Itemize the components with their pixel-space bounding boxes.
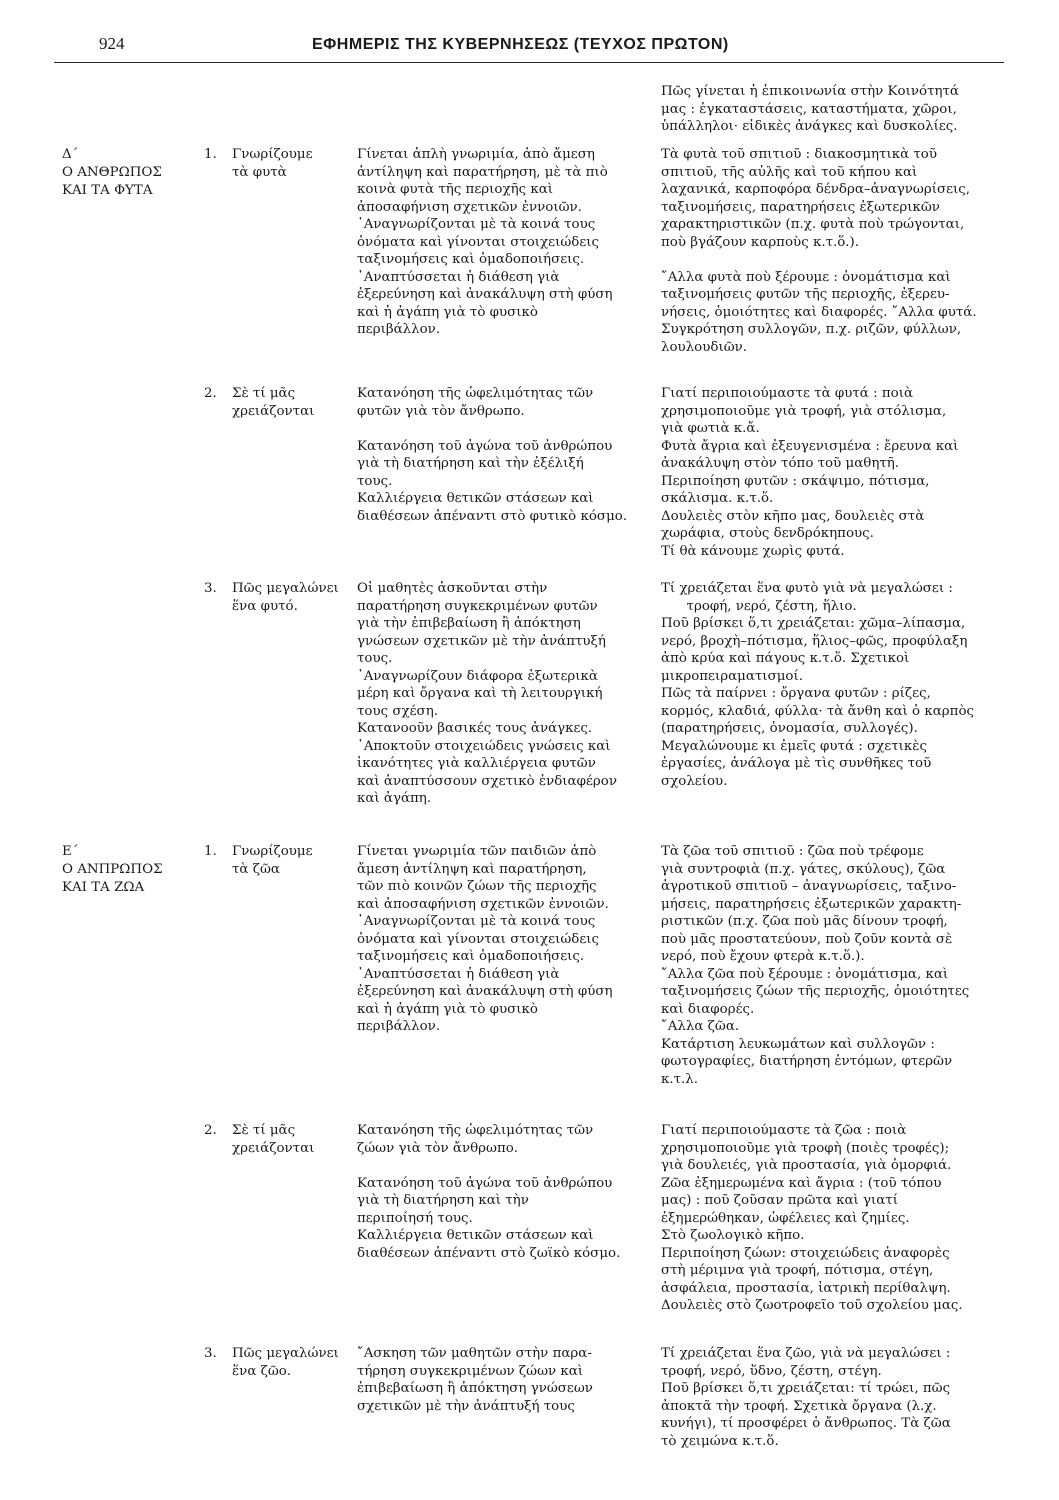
journal-title: ΕΦΗΜΕΡΙΣ ΤΗΣ ΚΥΒΕΡΝΗΣΕΩΣ (ΤΕΥΧΟΣ ΠΡΩΤΟΝ) bbox=[312, 36, 729, 53]
running-header bbox=[0, 34, 1059, 64]
intro-text: Πῶς γίνεται ἡ ἐπικοινωνία στὴν Κοινότητά μας : ἐγκαταστάσεις, καταστήματα, χῶροι, ὑπάλληλοι· εἰδικὲς ἀνάγκες καὶ δυσκολίες. bbox=[661, 84, 959, 134]
topic-objectives: Οἱ μαθητὲς ἀσκοῦνται στὴν παρατήρηση συγκεκριμένων φυτῶν γιὰ τὴν ἐπιβεβαίωση ἢ ἀπόκτηση γνώσεων σχετικῶν μὲ τὴν ἀνάπτυξή τους. ᾿Αναγνωρίζουν διάφορα ἐξωτερικὰ μέρη καὶ ὄργανα καὶ τὴ λειτουργική τους σχέση. Κατανοοῦν βασικές τους ἀνάγκες. ᾿Αποκτοῦν στοιχειώδεις γνώσεις καὶ ἱκανότητες γιὰ καλλιέργεια φυτῶν καὶ ἀναπτύσσουν σχετικὸ ἐνδιαφέρον καὶ ἀγάπη. bbox=[357, 581, 617, 806]
topic-number: 3. bbox=[204, 581, 217, 596]
topic-number: 2. bbox=[204, 386, 217, 401]
topic-title: Σὲ τί μᾶς χρειάζονται bbox=[232, 1123, 315, 1156]
topic-title: Πῶς μεγαλώνει ἕνα ζῶο. bbox=[232, 1346, 339, 1379]
topic-content: Γιατί περιποιούμαστε τὰ φυτά : ποιὰ χρησιμοποιοῦμε γιὰ τροφή, γιὰ στόλισμα, γιὰ φωτιὰ κ.ἄ. Φυτὰ ἄγρια καὶ ἐξευγενισμένα : ἔρευνα καὶ ἀνακάλυψη στὸν τόπο τοῦ μαθητῆ. Περιποίηση φυτῶν : σκάψιμο, πότισμα, σκάλισμα. κ.τ.ὅ. Δουλειὲς στὸν κῆπο μας, δουλειὲς στὰ χωράφια, στοὺς δενδρόκηπους. Τί θὰ κάνουμε χωρὶς φυτά. bbox=[661, 386, 959, 559]
topic-content: Γιατί περιποιούμαστε τὰ ζῶα : ποιὰ χρησιμοποιοῦμε γιὰ τροφὴ (ποιὲς τροφές); γιὰ δουλειές, γιὰ προστασία, γιὰ ὀμορφιά. Ζῶα ἐξημερωμένα καὶ ἄγρια : (τοῦ τόπου μας) : ποῦ ζοῦσαν πρῶτα καὶ γιατί ἐξημερώθηκαν, ὠφέλειες καὶ ζημίες. Στὸ ζωολογικὸ κῆπο. Περιποίηση ζώων: στοιχειώδεις ἀναφορὲς στὴ μέριμνα γιὰ τροφή, πότισμα, στέγη, ἀσφάλεια, προστασία, ἰατρικὴ περίθαλψη. Δουλειὲς στὸ ζωοτροφεῖο τοῦ σχολείου μας. bbox=[661, 1123, 963, 1313]
topic-title: Γνωρίζουμε τὰ φυτὰ bbox=[232, 147, 313, 180]
topic-objectives: ῎Ασκηση τῶν μαθητῶν στὴν παρα- τήρηση συγκεκριμένων ζώων καὶ ἐπιβεβαίωση ἢ ἀπόκτηση γνώσεων σχετικῶν μὲ τὴν ἀνάπτυξή τους bbox=[357, 1346, 593, 1414]
chapter-letter: Ε΄ bbox=[62, 844, 79, 859]
topic-title: Σὲ τί μᾶς χρειάζονται bbox=[232, 386, 315, 419]
topic-number: 1. bbox=[204, 147, 217, 162]
topic-content: Τὰ φυτὰ τοῦ σπιτιοῦ : διακοσμητικὰ τοῦ σπιτιοῦ, τῆς αὐλῆς καὶ τοῦ κήπου καὶ λαχανικά, καρποφόρα δένδρα–ἀναγνωρίσεις, ταξινομήσεις, παρατηρήσεις ἐξωτερικῶν χαρακτηριστικῶν (π.χ. φυτὰ ποὺ τρώγονται, ποὺ βγάζουν καρποὺς κ.τ.ὅ.). ῎Αλλα φυτὰ ποὺ ξέρουμε : ὀνομάτισμα καὶ ταξινομήσεις φυτῶν τῆς περιοχῆς, ἐξερευ- νήσεις, ὁμοιότητες καὶ διαφορές. ῎Αλλα φυτά. Συγκρότηση συλλογῶν, π.χ. ριζῶν, φύλλων, λουλουδιῶν. bbox=[661, 147, 977, 355]
header-rule bbox=[54, 62, 1004, 63]
topic-objectives: Κατανόηση τῆς ὠφελιμότητας τῶν φυτῶν γιὰ τὸν ἄνθρωπο. Κατανόηση τοῦ ἀγώνα τοῦ ἀνθρώπου γιὰ τὴ διατήρηση καὶ τὴν ἐξέλιξή τους. Καλλιέργεια θετικῶν στάσεων καὶ διαθέσεων ἀπέναντι στὸ φυτικὸ κόσμο. bbox=[357, 386, 628, 524]
page-number: 924 bbox=[99, 34, 125, 53]
topic-number: 2. bbox=[204, 1123, 217, 1138]
topic-content: Τὰ ζῶα τοῦ σπιτιοῦ : ζῶα ποὺ τρέφομε γιὰ συντροφιὰ (π.χ. γάτες, σκύλους), ζῶα ἀγροτικοῦ σπιτιοῦ – ἀναγνωρίσεις, ταξινο- μήσεις, παρατηρήσεις ἐξωτερικῶν χαρακτη- ριστικῶν (π.χ. ζῶα ποὺ μᾶς δίνουν τροφή, ποὺ μᾶς προστατεύουν, ποὺ ζοῦν κοντὰ σὲ νερό, ποὺ ἔχουν φτερὰ κ.τ.ὅ.). ῎Αλλα ζῶα ποὺ ξέρουμε : ὀνομάτισμα, καὶ ταξινομήσεις ζώων τῆς περιοχῆς, ὁμοιότητες καὶ διαφορές. ῎Αλλα ζῶα. Κατάρτιση λευκωμάτων καὶ συλλογῶν : φωτογραφίες, διατήρηση ἐντόμων, φτερῶν κ.τ.λ. bbox=[661, 844, 970, 1087]
topic-objectives: Γίνεται ἁπλὴ γνωριμία, ἀπὸ ἄμεση ἀντίληψη καὶ παρατήρηση, μὲ τὰ πιὸ κοινὰ φυτὰ τῆς περιοχῆς καὶ ἀποσαφήνιση σχετικῶν ἐννοιῶν. ᾿Αναγνωρίζονται μὲ τὰ κοινά τους ὀνόματα καὶ γίνονται στοιχειώδεις ταξινομήσεις καὶ ὁμαδοποιήσεις. ᾿Αναπτύσσεται ἡ διάθεση γιὰ ἐξερεύνηση καὶ ἀνακάλυψη στὴ φύση καὶ ἡ ἀγάπη γιὰ τὸ φυσικὸ περιβάλλον. bbox=[357, 147, 613, 337]
topic-objectives: Κατανόηση τῆς ὠφελιμότητας τῶν ζώων γιὰ τὸν ἄνθρωπο. Κατανόηση τοῦ ἀγώνα τοῦ ἀνθρώπου γιὰ τὴ διατήρηση καὶ τὴν περιποίησή τους. Καλλιέργεια θετικῶν στάσεων καὶ διαθέσεων ἀπέναντι στὸ ζωϊκὸ κόσμο. bbox=[357, 1123, 621, 1261]
topic-number: 1. bbox=[204, 844, 217, 859]
topic-content: Τί χρειάζεται ἕνα ζῶο, γιὰ νὰ μεγαλώσει : τροφή, νερό, ὕδνο, ζέστη, στέγη. Ποῦ βρίσκει ὅ,τι χρειάζεται: τί τρώει, πῶς ἀποκτᾶ τὴν τροφή. Σχετικὰ ὄργανα (λ.χ. κυνήγι), τί προσφέρει ὁ ἄνθρωπος. Τὰ ζῶα τὸ χειμώνα κ.τ.ὅ. bbox=[661, 1346, 951, 1449]
chapter-title: Ο ΑΝΘΡΩΠΟΣ ΚΑΙ ΤΑ ΦΥΤΑ bbox=[62, 165, 162, 198]
topic-number: 3. bbox=[204, 1346, 217, 1361]
topic-objectives: Γίνεται γνωριμία τῶν παιδιῶν ἀπὸ ἄμεση ἀντίληψη καὶ παρατήρηση, τῶν πιὸ κοινῶν ζώων τῆς περιοχῆς καὶ ἀποσαφήνιση σχετικῶν ἐννοιῶν. ᾿Αναγνωρίζονται μὲ τὰ κοινά τους ὀνόματα καὶ γίνονται στοιχειώδεις ταξινομήσεις καὶ ὁμαδοποιήσεις. ᾿Αναπτύσσεται ἡ διάθεση γιὰ ἐξερεύνηση καὶ ἀνακάλυψη στὴ φύση καὶ ἡ ἀγάπη γιὰ τὸ φυσικὸ περιβάλλον. bbox=[357, 844, 613, 1034]
chapter-title: Ο ΑΝΠΡΩΠΟΣ ΚΑΙ ΤΑ ΖΩΑ bbox=[62, 862, 163, 895]
chapter-letter: Δ΄ bbox=[62, 147, 79, 162]
topic-title: Γνωρίζουμε τὰ ζῶα bbox=[232, 844, 313, 877]
topic-content: Τί χρειάζεται ἕνα φυτὸ γιὰ νὰ μεγαλώσει : τροφή, νερό, ζέστη, ἥλιο. Ποῦ βρίσκει ὅ,τι χρειάζεται: χῶμα–λίπασμα, νερό, βροχὴ–πότισμα, ἥλιος–φῶς, προφύλαξη ἀπὸ κρύα καὶ πάγους κ.τ.ὅ. Σχετικοὶ μικροπειραματισμοί. Πῶς τὰ παίρνει : ὄργανα φυτῶν : ρίζες, κορμός, κλαδιά, φύλλα· τὰ ἄνθη καὶ ὁ καρπὸς (παρατηρήσεις, ὀνομασία, συλλογές). Μεγαλώνουμε κι ἐμεῖς φυτά : σχετικὲς ἐργασίες, ἀνάλογα μὲ τὶς συνθῆκες τοῦ σχολείου. bbox=[661, 581, 975, 789]
topic-title: Πῶς μεγαλώνει ἕνα φυτό. bbox=[232, 581, 339, 614]
